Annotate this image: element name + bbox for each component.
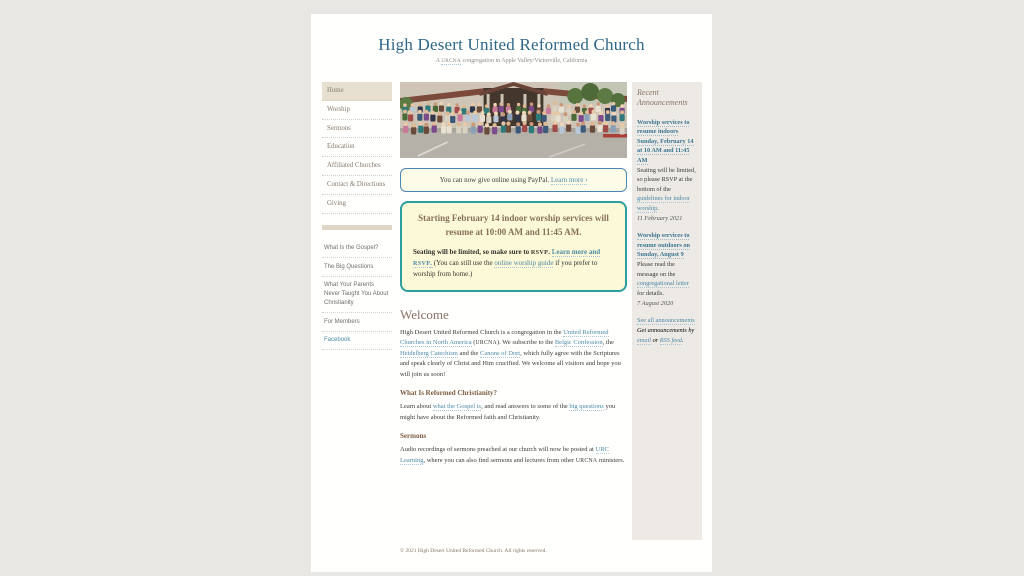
nav-item-education[interactable]: Education (322, 138, 392, 157)
site-subtitle: A URCNA congregation in Apple Valley/Victorville, California (435, 58, 588, 64)
sidebar-nav-secondary (322, 240, 392, 351)
text-link[interactable]: big questions (569, 403, 604, 411)
text-link[interactable]: guidelines for indoor worship (637, 195, 690, 212)
main-content (400, 82, 627, 466)
notice-body: Seating will be limited, so make sure to RSVP. Learn more and RSVP. (You can still use the online worship guide if you prefer to worship from home.) (413, 247, 601, 279)
nav-item-big-questions[interactable]: The Big Questions (322, 258, 392, 277)
nav-item-facebook[interactable]: Facebook (322, 332, 392, 351)
announcement-body: Please read the message on the congregational letter for details. (637, 261, 689, 297)
sermons-heading: Sermons (400, 432, 427, 441)
nav-section-divider (322, 225, 392, 230)
nav-item-worship[interactable]: Worship (322, 101, 392, 120)
nav-item-sermons[interactable]: Sermons (322, 120, 392, 139)
text-link[interactable]: . (430, 259, 433, 268)
reformed-christianity-paragraph: Learn about what the Gospel is, and read answers to some of the big questions you might have about the Reformed faith and Christianity. (400, 403, 616, 421)
paypal-notice (400, 168, 627, 192)
text-link[interactable]: Learn more › (550, 176, 588, 184)
worship-resume-notice (400, 201, 627, 292)
text-link[interactable]: Belgic Confession (554, 339, 603, 347)
nav-item-what-is-the-gospel[interactable]: What Is the Gospel? (322, 240, 392, 259)
announcements-heading: Recent Announcements (637, 88, 688, 108)
announcement-title-link[interactable]: Worship services to resume outdoors on Sunday, August 9 (637, 232, 691, 259)
site-header (311, 14, 712, 64)
reformed-christianity-heading: What Is Reformed Christianity? (400, 389, 498, 398)
page-title: High Desert United Reformed Church (378, 35, 645, 54)
announcement-date: 11 February 2021 (637, 215, 683, 223)
announcements-sidebar (632, 82, 702, 540)
paypal-notice-text: You can now give online using PayPal. Learn more › (439, 176, 588, 184)
sidebar-nav (322, 82, 392, 350)
text-link[interactable]: congregational letter (637, 280, 689, 288)
nav-item-for-members[interactable]: For Members (322, 313, 392, 332)
text-link[interactable]: Learn more and (551, 247, 601, 256)
text-link[interactable]: what the Gospel is (432, 403, 482, 411)
see-all-announcements-link[interactable]: See all announcements (637, 317, 695, 325)
text-link[interactable]: Heidelberg Catechism (400, 349, 458, 357)
nav-item-parents-never-taught[interactable]: What Your Parents Never Taught You About Christianity (322, 277, 392, 314)
nav-item-contact-directions[interactable]: Contact & Directions (322, 176, 392, 195)
nav-item-giving[interactable]: Giving (322, 195, 392, 214)
text-link[interactable]: URC Learning (400, 446, 609, 464)
welcome-paragraph: High Desert United Reformed Church is a congregation in the United Reformed Churches in North America (URCNA). We subscribe to the Belgic Confession, the Heidelberg Catechism and the Canons of Dort, which fully agree with the Scriptures and speak clearly of Christ and Him crucified. We welcome all visitors and hope you will join us soon! (400, 328, 621, 378)
sermons-paragraph: Audio recordings of sermons preached at our church will now be posted at URC Learning, where you can also find sermons and lectures from other URCNA ministers. (400, 446, 625, 464)
announcement-body: Seating will be limited, so please RSVP at the bottom of the guidelines for indoor worship. (637, 166, 696, 212)
get-announcements-text: Get announcements by email or RSS feed. (637, 326, 695, 344)
welcome-heading: Welcome (400, 306, 449, 322)
text-link[interactable]: RSVP (413, 261, 431, 268)
text-link[interactable]: URCNA (441, 58, 462, 64)
announcement-date: 7 August 2020 (637, 300, 674, 308)
text-link[interactable]: RSS feed (659, 336, 682, 344)
announcement-item (637, 118, 697, 222)
footer-copyright: © 2021 High Desert United Reformed Church. All rights reserved. (400, 548, 547, 554)
text-link[interactable]: Canons of Dort (480, 349, 521, 357)
notice-heading: Starting February 14 indoor worship services will resume at 10:00 AM and 11:45 AM. (418, 213, 609, 237)
text-link[interactable]: United Reformed Churches in North America (400, 328, 609, 347)
page-container (311, 14, 712, 572)
nav-item-home[interactable]: Home (322, 82, 392, 101)
announcement-item (637, 231, 697, 307)
text-link[interactable]: email (637, 336, 651, 344)
nav-item-affiliated-churches[interactable]: Affiliated Churches (322, 157, 392, 176)
announcement-title-link[interactable]: Worship services to resume indoors Sunday, February 14 at 10 AM and 11:45 AM (637, 118, 694, 164)
congregation-group-photo (400, 82, 627, 158)
text-link[interactable]: online worship guide (494, 259, 554, 268)
announcements-footer-links (637, 316, 697, 345)
